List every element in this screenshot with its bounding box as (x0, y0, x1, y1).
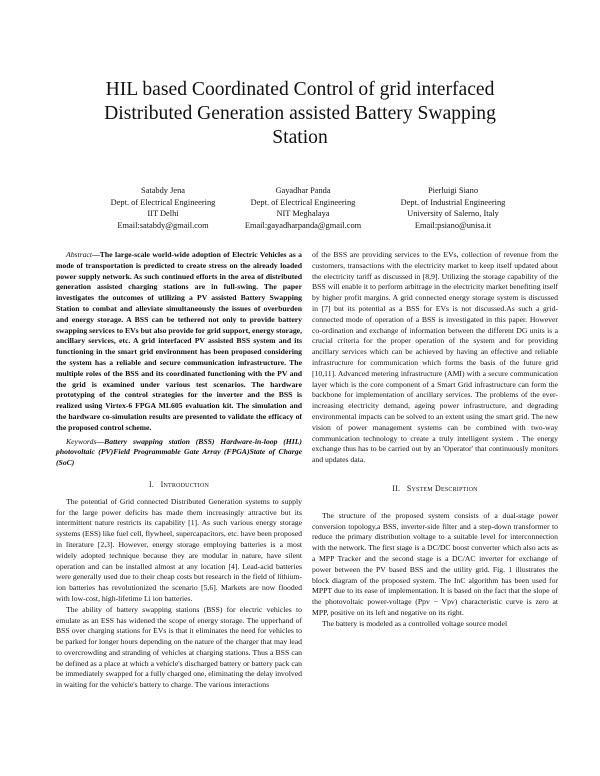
section-number: II. (392, 483, 401, 493)
right-column (312, 250, 558, 630)
title-line-1: HIL based Coordinated Control of grid interfaced (105, 79, 495, 100)
author-block-2 (218, 185, 388, 231)
left-column (56, 250, 302, 691)
author-dept: Dept. of Industrial Engineering (400, 197, 506, 207)
section-heading-system-description (312, 484, 558, 495)
author-email: Email:satabdy@gmail.com (117, 220, 209, 230)
author-name: Satabdy Jena (141, 186, 185, 195)
abstract-lead: Abstract (66, 250, 93, 259)
author-name: Pierluigi Siano (427, 186, 479, 195)
paper-title (60, 78, 540, 150)
author-institution: NIT Meghalaya (276, 209, 330, 218)
title-line-2: Distributed Generation assisted Battery Swapping (104, 103, 496, 124)
author-institution: IIT Delhi (147, 209, 179, 218)
author-block-3 (368, 185, 538, 231)
keywords-lead: Keywords (66, 436, 97, 446)
author-institution: University of Salerno, Italy (407, 209, 499, 218)
intro-paragraph-2: The ability of battery swapping stations (BSS) for electric vehicles to emulate as an ESS has widened the scope of energy storage. The upperhand of BSS over charging stations for EVs is that it eliminates the need for vehicles to be parked for longer hours depending on the nature of the charger that may lead to overcrowding and stranding of vehicles at charging stations. Thus a BSS can be defined as a place at which a vehicle's discharged battery or battery pack can be immediately swapped for a fully charged one, eliminating the delay involved in waiting for the vehicle's battery to charge. The various interactions (56, 604, 302, 690)
author-name: Gayadhar Panda (275, 186, 331, 195)
author-dept: Dept. of Electrical Engineering (250, 197, 356, 207)
author-email: Email:psiano@unisa.it (414, 220, 492, 230)
keywords (56, 437, 302, 469)
section-title: System Description (406, 483, 478, 493)
battery-paragraph: The battery is modeled as a controlled voltage source model (322, 618, 508, 628)
intro-paragraph-1: The potential of Grid connected Distributed Generation systems to supply for the large power deficits has made them increasingly attractive but its intermittent nature restricts its capability [1]. As such various energy storage systems (ESS) like fuel cell, flywheel, supercapacitors, etc. have been proposed in literature [2,3]. However, energy storage employing batteries is a most widely adopted technique because they are modular in nature, have silent operation and can be installed almost at any location [4]. Lead-acid batteries were generally used due to their cheap costs but research in the field of lithium-ion batteries has revolutionized the scenario [5,6]. Markets are now flooded with low-cost, high-lifetime Li ion batteries. (56, 496, 302, 603)
system-paragraph: The structure of the proposed system consists of a dual-stage power conversion topology,a BSS, inverter-side filter and a step-down transformer to reduce the primary distribution voltage to a suitable level for interconnection with the network. The first stage is a DC/DC boost converter which also acts as a MPP Tracker and the second stage is a DC/AC inverter for exchange of power between the PV based BSS and the utility grid. Fig. 1 illustrates the block diagram of the proposed system. The InC algorithm has been used for MPPT due to its ease of implementation. It is based on the fact that the slope of the photovoltaic power-voltage (Ppv − Vpv) characteristic curve is zero at MPP, positive on its left and negative on its right. (312, 510, 558, 617)
section-number: I. (148, 479, 155, 489)
abstract (56, 250, 302, 434)
section-heading-introduction (56, 480, 302, 491)
section-title: Introduction (160, 479, 210, 489)
keywords-text: —Battery swapping station (BSS) Hardware-in-loop (HIL) photovoltaic (PV)Field Programmable Gate Array (FPGA)State of Charge (SoC) (56, 436, 302, 468)
abstract-text: —The large-scale world-wide adoption of Electric Vehicles as a mode of transportation is predicted to create stress on the already loaded power supply network. As such continued efforts in the area of distributed generation assisted charging stations are in full-swing. The paper investigates the outcomes of utilizing a PV assisted Battery Swapping Station to combat and alleviate simultaneously the issues of overburden and energy storage. A BSS can be tethered not only to provide battery swapping services to EVs but also provide for grid support, energy storage, ancillary services, etc. A grid interfaced PV assisted BSS system and its functioning in the smart grid environment has been proposed considering the system has a reliable and secure communication infrastructure. The multiple roles of the BSS and its coordinated functioning with the PV and the grid is examined under various test scenarios. The hardware prototyping of the control strategies for the inverter and the BSS is realized using Virtex-6 FPGA ML605 evaluation kit. The simulation and the hardware co-simulation results are presented to validate the efficacy of the proposed control scheme. (56, 250, 302, 432)
author-email: Email:gayadharpanda@gmail.com (244, 220, 362, 230)
bss-paragraph: of the BSS are providing services to the EVs, collection of revenue from the customers, transactions with the electricity market to keep itself updated about the electricity tariff as discussed in [8,9]. Utilizing the storage capability of the BSS will enable it to perform arbitrage in the electricity market benefiting itself by higher profit margins. A grid connected energy storage system is discussed in [7] but its potential as a BSS for EVs is not discussed.As such a grid-connected mode of operation of a BSS is investigated in this paper. However co-ordination and exchange of information between the different DG units is a crucial criteria for the proper operation of the system and for providing ancillary services which can be achieved by having an effective and reliable infrastructure for communication which forms the basis of the future grid [10,11]. Advanced metering infrastructure (AMI) with a secure communication layer which is the core component of a Smart Grid infrastructure can form the backbone for implementation of ancillary services. The problems of the ever-increasing electricity demand, ageing power infrastructure, and degrading environmental impacts can be solved to an extent using the smart grid. The new vision of power management systems can be combined with two-way communication technology to create a truly intelligent system . The energy exchange thus has to be carried out by an 'Operator' that continuously monitors and updates data. (312, 250, 558, 465)
title-line-3: Station (272, 127, 328, 148)
author-dept: Dept. of Electrical Engineering (110, 197, 216, 207)
